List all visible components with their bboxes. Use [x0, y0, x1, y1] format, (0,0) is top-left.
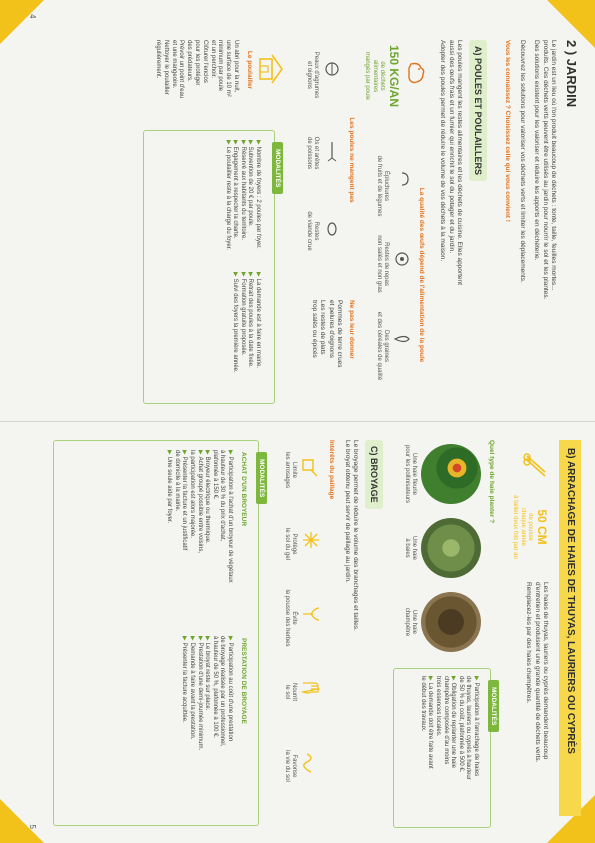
weed-icon — [296, 604, 321, 624]
corner-accent-bottom — [0, 0, 44, 44]
not-eat-item-2: Os et arêtes de poissons — [305, 136, 319, 170]
quality-item-3: Des graines et des céréales de qualité — [375, 311, 389, 381]
meat-icon — [318, 220, 341, 238]
peel-icon — [388, 170, 411, 188]
broyage-item-3: Évite la pousse des herbes — [283, 589, 297, 647]
cm-value: 50 CM — [535, 509, 549, 545]
frost-icon — [296, 530, 321, 550]
citrus-icon — [318, 60, 341, 78]
right-page — [0, 421, 595, 843]
not-eat-item-3: Restes de viande crue — [305, 211, 319, 251]
henhouse-icon — [252, 52, 285, 86]
section-a-title: A) POULES ET POULAILLERS — [469, 40, 487, 181]
worm-icon — [296, 752, 321, 774]
section-c-title: C) BROYAGE — [365, 440, 383, 509]
glove-icon — [296, 678, 321, 698]
modalites-tag: MODALITÉS — [272, 142, 283, 194]
section-b-title: B) ARRACHAGE DE HAIES DE THUYAS, LAURIERS OU CYPRÈS — [559, 440, 581, 816]
hedge-photo-berries — [421, 518, 481, 578]
quality-item-1: Épluchures de fruits et de légumes — [375, 155, 389, 217]
intro-text: Le jardin est un lieu où l'on produit beaucoup de déchets : tonte, taille, feuilles mortes... produits. Ces déchets verts peuvent être utilisés au jardin pour nourrir le sol et les plantes. Des solutions existent pour les valoriser et réduire les apports en déchèterie. Découvrez les solutions pour valoriser vos déchets verts et limiter les déplacements. Vous les connaissez ? Choisissez celle qui vous convient ! — [504, 40, 557, 300]
section-b-text: Les haies de thuyas, lauriers ou cyprès demandent beaucoup d'entretien et produisent une grande quantité de déchets verts. Remplacez-les par des haies champêtres. — [525, 582, 549, 763]
eat-title: Ne pas leur donner — [348, 300, 355, 359]
section-c-text: Le broyage permet de réduire le volume des branchages et tailles. Le broyat obtenu peut servir de paillage au jardin. — [343, 440, 359, 631]
section-a-text: Les poules mangent les restes alimentaires et les déchets de cuisine. Elles apportent aussi des œufs frais et un fumier qui enrichit le sol du potager et du jardin. Adopter des poules permet de réduire le volume de vos déchets à la maison. — [439, 40, 463, 285]
page-title: 2 ) JARDIN — [564, 40, 579, 108]
page-number: 5 — [28, 824, 37, 829]
chicken-icon — [400, 60, 427, 86]
not-eat-item-1: Peaux d'agrumes et oignons — [305, 51, 319, 99]
achat-list: ▶Participation à l'achat d'un broyeur de végétaux à hauteur de 30 % du prix d'achat, plafonnée à 150 €. ▶Broyeur électrique ou thermique. ▶Achat groupé possible entre voisins, la participation est alors majorée. ▶Présenter la facture et un justificatif de domicile à la mairie. ▶Une seule aide par foyer. — [166, 450, 233, 583]
section-b-modalites-tag: MODALITÉS — [488, 680, 499, 732]
modalites-list-1: ▶Nombre de foyers : 2 poules par foyer. ▶Subvention de 20 € par poule. ▶Réservé aux habitants du territoire. ▶Engagement à respecter la charte. ▶Le poulailler reste à la charge du foyer. — [224, 140, 261, 251]
broyage-modalites-tag: MODALITÉS — [256, 452, 267, 504]
henhouse-title: Le poulailler — [246, 50, 253, 90]
corner-accent-bottom — [0, 799, 44, 843]
page-number: 4 — [28, 14, 37, 19]
prestation-title: PRESTATION DE BROYAGE — [240, 638, 247, 724]
broyage-item-4: Nourrit le sol — [283, 682, 297, 701]
hedge-photo-flowers — [421, 444, 481, 504]
not-eat-title: Les poules ne mangent pas — [348, 117, 355, 203]
grain-icon — [388, 330, 411, 348]
broyage-subtitle: Intérêts du paillage — [328, 440, 335, 500]
hedge-caption-3: Une haie champêtre — [403, 607, 417, 637]
achat-title: ACHAT D'UN BROYEUR — [240, 452, 247, 527]
broyage-item-1: Limite les arrosages — [283, 451, 297, 489]
kg-caption: de déchets alimentaires mangés par poule — [364, 51, 385, 101]
henhouse-text: Un abri pour la nuit, une surface de 10 m² minimum par poule et un perchoir. Clôturer l'enclos pour les protéger des prédateurs. Prévoir un point d'eau et une mangeoire. Nettoyer le poulailler régulièrement. — [155, 40, 239, 99]
broyage-item-2: Protège le sol du gel — [283, 527, 297, 561]
fish-bone-icon — [318, 140, 341, 162]
leftovers-icon — [388, 250, 411, 268]
section-b-modalites-list: ▶Participation à l'arrachage de haies de thuyas, lauriers ou cyprès à hauteur de 50 % du coût, plafonnée à 500 €. ▶Obligation de replanter une haie champêtre composée d'au moins trois essences locales. ▶La demande doit être faite avant le début des travaux. — [419, 676, 479, 780]
prestation-list: ▶Participation au coût d'une prestation de broyage réalisée par un professionnel, à hauteur de 50 %, plafonnée à 100 €. ▶Le broyat reste sur place. ▶Prestation d'une demi-journée minimum. ▶Demande à faire avant la prestation. ▶Présenter la facture acquittée. — [181, 636, 233, 751]
hedge-caption-1: Une haie fleurie pour les pollinisateurs — [403, 444, 417, 504]
modalites-list-2: ▶La demande est à faire en mairie. ▶Retrait des poules à la date fixée. ▶Formation gratuite proposée. ▶Suivi des foyers la première année. — [232, 272, 261, 373]
kg-value: 150 KG/AN — [387, 44, 401, 108]
eat-list: Pommes de terre crues et pelures d'oignons Les restes de plats trop salés ou épicés — [310, 300, 343, 368]
quality-title: La qualité des œufs dépend de l'alimentation de la poule — [418, 187, 425, 363]
broyage-item-5: Favorise la vie du sol — [283, 750, 297, 782]
watering-icon — [296, 456, 321, 478]
shears-icon — [518, 452, 549, 480]
left-page — [0, 0, 595, 421]
hedge-photo-country — [421, 592, 481, 652]
hedge-caption-2: Une haie à baies — [403, 535, 417, 561]
cm-caption: de pousse chaque année à tailler deux fois par an — [512, 495, 533, 559]
quality-item-2: Restes de repas non salés et non gras — [375, 235, 389, 293]
hedge-question: Quel type de haie planter ? — [488, 440, 495, 524]
